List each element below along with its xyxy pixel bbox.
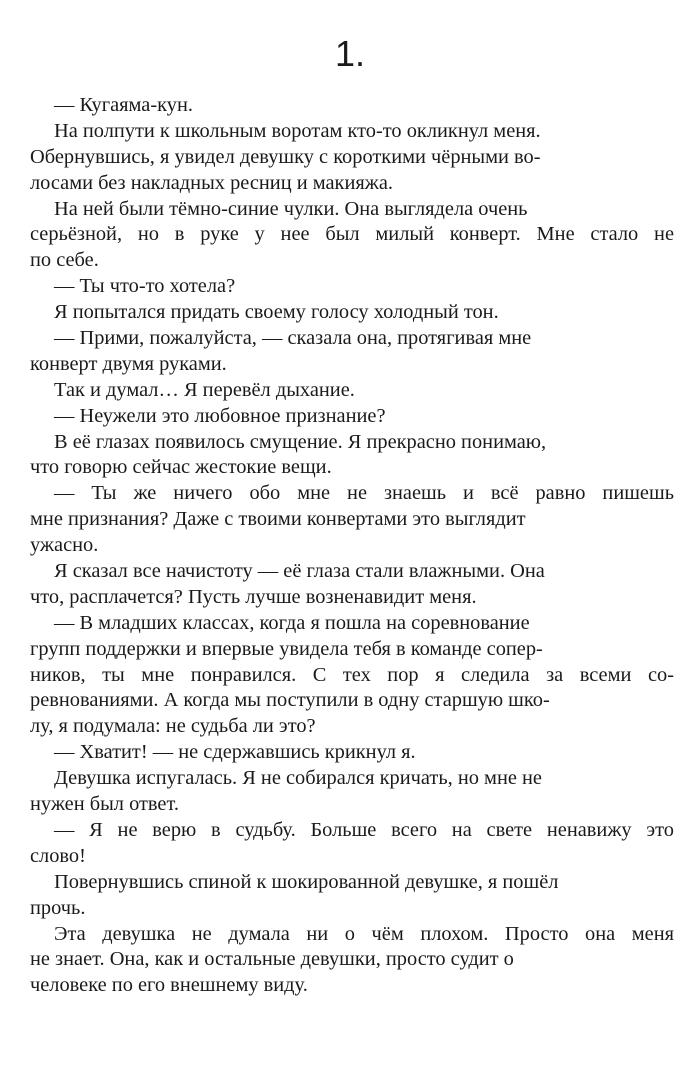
text-line: по себе.: [30, 249, 99, 272]
text-line: что говорю сейчас жестокие вещи.: [30, 456, 332, 479]
text-line: На ней были тёмно-синие чулки. Она выглядела очень: [54, 197, 528, 220]
text-line: серьёзной, но в руке у нее был милый конверт. Мне стало не: [30, 223, 674, 246]
text-line: групп поддержки и впервые увидела тебя в команде сопер-: [30, 637, 543, 660]
text-line: Я сказал все начистоту — её глаза стали влажными. Она: [54, 560, 545, 583]
text-line: лосами без накладных ресниц и макияжа.: [30, 171, 393, 194]
text-line: — Я не верю в судьбу. Больше всего на свете ненавижу это: [54, 818, 674, 841]
text-line: Я попытался придать своему голосу холодный тон.: [54, 301, 499, 324]
text-line: — Ты что-то хотела?: [54, 275, 236, 298]
text-line: Повернувшись спиной к шокированной девушке, я пошёл: [54, 870, 559, 893]
text-line: — Прими, пожалуйста, — сказала она, протягивая мне: [54, 327, 532, 350]
text-line: На полпути к школьным воротам кто-то окликнул меня.: [54, 119, 541, 142]
text-line: В её глазах появилось смущение. Я прекрасно понимаю,: [54, 430, 547, 453]
text-line: слово!: [30, 844, 86, 867]
text-line: — Ты же ничего обо мне не знаешь и всё равно пишешь: [54, 482, 674, 505]
text-line: нужен был ответ.: [30, 793, 179, 816]
text-line: — В младших классах, когда я пошла на соревнование: [54, 611, 530, 634]
text-line: прочь.: [30, 896, 86, 919]
text-line: ревнованиями. А когда мы поступили в одну старшую шко-: [30, 689, 550, 712]
text-line: Так и думал… Я перевёл дыхание.: [54, 378, 355, 401]
text-line: — Кугаяма-кун.: [54, 94, 193, 116]
text-line: ужасно.: [30, 534, 99, 557]
text-line: ников, ты мне понравился. С тех пор я следила за всеми со-: [30, 663, 674, 686]
text-line: что, расплачется? Пусть лучше возненавидит меня.: [30, 585, 477, 608]
text-line: мне признания? Даже с твоими конвертами это выглядит: [30, 508, 526, 531]
text-line: — Неужели это любовное признание?: [54, 404, 386, 427]
text-line: Девушка испугалась. Я не собирался кричать, но мне не: [54, 767, 542, 790]
text-line: человеке по его внешнему виду.: [30, 974, 308, 997]
text-line: лу, я подумала: не судьба ли это?: [30, 715, 316, 738]
text-line: — Хватит! — не сдержавшись крикнул я.: [54, 741, 416, 764]
text-line: конверт двумя руками.: [30, 352, 227, 375]
text-line: Обернувшись, я увидел девушку с короткими чёрными во-: [30, 145, 541, 168]
chapter-title: 1.: [334, 33, 366, 74]
body-text: [30, 93, 674, 999]
text-line: не знает. Она, как и остальные девушки, просто судит о: [30, 948, 514, 971]
text-line: Эта девушка не думала ни о чём плохом. Просто она меня: [54, 922, 674, 945]
